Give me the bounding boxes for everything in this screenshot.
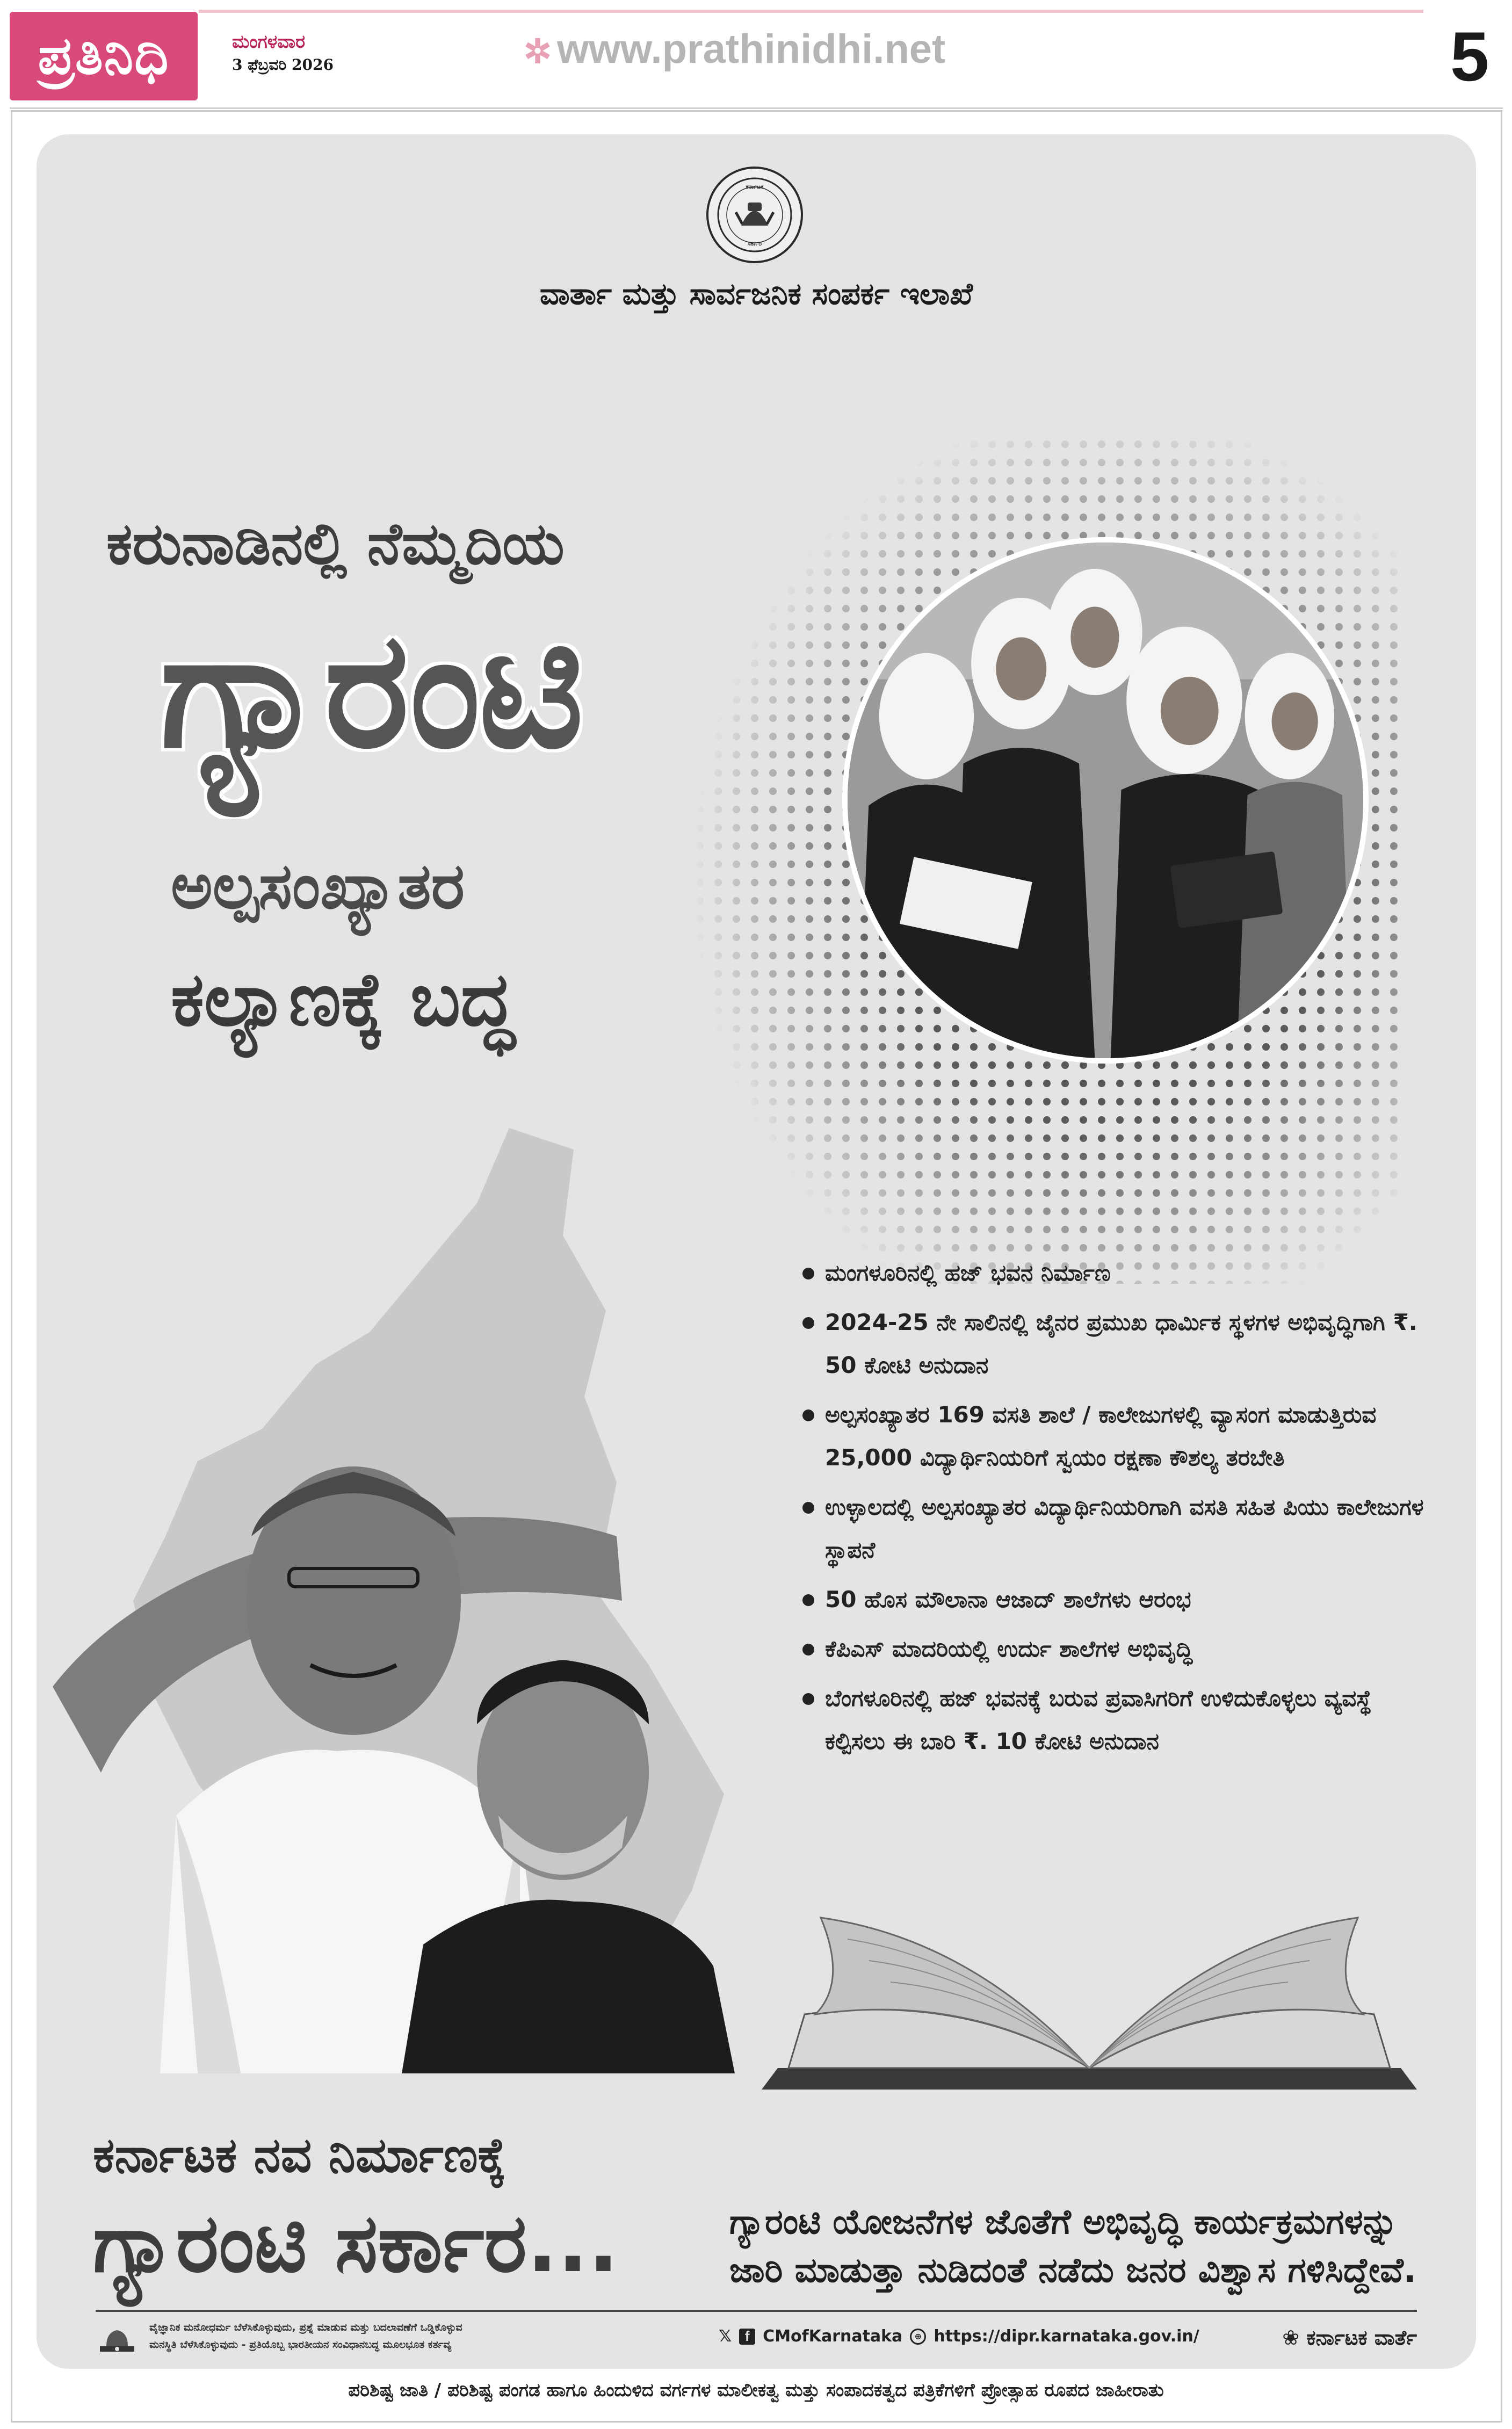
ad-footer (96, 2320, 1417, 2363)
ashoka-emblem-icon (96, 2325, 139, 2355)
newspaper-header (0, 0, 1512, 107)
sparkle-icon: ✲ (524, 33, 552, 70)
fundamental-duty-note-line-1: ವೈಜ್ಞಾನಿಕ ಮನೋಧರ್ಮ ಬೆಳೆಸಿಕೊಳ್ಳುವುದು, ಪ್ರಶ್ನೆ ಮಾಡುವ ಮತ್ತು ಬದಲಾವಣೆಗೆ ಒಡ್ಡಿಕೊಳ್ಳುವ (149, 2322, 462, 2333)
headline-line-1: ಕರುನಾಡಿನಲ್ಲಿ ನೆಮ್ಮದಿಯ (106, 510, 565, 577)
headline-line-4: ಕಲ್ಯಾಣಕ್ಕೆ ಬದ್ಧ (171, 956, 515, 1043)
header-rule (199, 10, 1423, 13)
karnataka-emblem-icon (706, 167, 803, 263)
advertisement (37, 134, 1476, 2369)
open-book-icon (740, 1907, 1438, 2100)
headline-guarantee: ಗ್ಯಾರಂಟಿ (160, 596, 582, 784)
footer-rule (96, 2310, 1417, 2312)
slogan-line-1: ಕರ್ನಾಟಕ ನವ ನಿರ್ಮಾಣಕ್ಕೆ (93, 2127, 507, 2184)
globe-icon: ⊕ (910, 2329, 926, 2345)
page-number: 5 (1450, 17, 1489, 96)
achievements-list (799, 1252, 1433, 1769)
x-logo-icon[interactable]: 𝕏 (719, 2327, 732, 2346)
emblem-graphic (714, 175, 795, 255)
list-item: 2024-25 ನೇ ಸಾಲಿನಲ್ಲಿ ಜೈನರ ಪ್ರಮುಖ ಧಾರ್ಮಿಕ ಸ್ಥಳಗಳ ಅಭಿವೃದ್ಧಿಗಾಗಿ ₹. 50 ಕೋಟಿ ಅನುದಾನ (799, 1301, 1433, 1387)
list-item: ಅಲ್ಪಸಂಖ್ಯಾತರ 169 ವಸತಿ ಶಾಲೆ / ಕಾಲೇಜುಗಳಲ್ಲಿ ವ್ಯಾಸಂಗ ಮಾಡುತ್ತಿರುವ 25,000 ವಿದ್ಯಾರ್ಥಿನಿಯರಿಗೆ ಸ್ವಯಂ ರಕ್ಷಣಾ ಕೌಶಲ್ಯ ತರಬೇತಿ (799, 1393, 1433, 1479)
header-divider (10, 107, 1503, 109)
website-link[interactable] (524, 26, 945, 73)
social-handle[interactable]: CMofKarnataka (763, 2327, 903, 2346)
dipr-url[interactable]: https://dipr.karnataka.gov.in/ (934, 2327, 1199, 2346)
tagline-line-2: ಜಾರಿ ಮಾಡುತ್ತಾ ನುಡಿದಂತೆ ನಡೆದು ಜನರ ವಿಶ್ವಾಸ ಗಳಿಸಿದ್ದೇವೆ. (729, 2251, 1417, 2290)
issue-date: 3 ಫೆಬ್ರವರಿ 2026 (232, 56, 334, 74)
emblem-bottom-text: ಸರ್ಕಾರ (747, 240, 762, 247)
department-name: ವಾರ್ತಾ ಮತ್ತು ಸಾರ್ವಜನಿಕ ಸಂಪರ್ಕ ಇಲಾಖೆ (539, 277, 973, 312)
flower-emblem-icon: ❀ (1282, 2326, 1300, 2350)
social-links (719, 2327, 1199, 2346)
karnataka-varthe-brand (1282, 2326, 1417, 2350)
website-text: www.prathinidhi.net (556, 26, 946, 72)
emblem-top-text: ಕರ್ನಾಟಕ (746, 183, 764, 190)
headline-line-3: ಅಲ್ಪಸಂಖ್ಯಾತರ (171, 849, 465, 923)
slogan-line-2: ಗ್ಯಾರಂಟಿ ಸರ್ಕಾರ... (93, 2197, 619, 2290)
list-item: ಕೆಪಿಎಸ್ ಮಾದರಿಯಲ್ಲಿ ಉರ್ದು ಶಾಲೆಗಳ ಅಭಿವೃದ್ಧಿ (799, 1628, 1433, 1671)
issue-day: ಮಂಗಳವಾರ (232, 31, 306, 53)
brand-text: ಕರ್ನಾಟಕ ವಾರ್ತೆ (1306, 2326, 1417, 2350)
karnataka-map-with-leaders (37, 1128, 788, 2073)
ad-disclaimer: ಪರಿಶಿಷ್ಟ ಜಾತಿ / ಪರಿಶಿಷ್ಟ ಪಂಗಡ ಹಾಗೂ ಹಿಂದುಳಿದ ವರ್ಗಗಳ ಮಾಲೀಕತ್ವ ಮತ್ತು ಸಂಪಾದಕತ್ವದ ಪತ್ರಿಕೆಗಳಿಗೆ ಪ್ರೋತ್ಸಾಹ ರೂಪದ ಜಾಹೀರಾತು (348, 2380, 1164, 2401)
facebook-icon[interactable]: f (739, 2329, 755, 2345)
list-item: ಮಂಗಳೂರಿನಲ್ಲಿ ಹಜ್ ಭವನ ನಿರ್ಮಾಣ (799, 1252, 1433, 1295)
masthead-logo: ಪ್ರತಿನಿಧಿ (10, 12, 198, 100)
students-photo (842, 537, 1369, 1064)
list-item: ಬೆಂಗಳೂರಿನಲ್ಲಿ ಹಜ್ ಭವನಕ್ಕೆ ಬರುವ ಪ್ರವಾಸಿಗರಿಗೆ ಉಳಿದುಕೊಳ್ಳಲು ವ್ಯವಸ್ಥೆ ಕಲ್ಪಿಸಲು ಈ ಬಾರಿ ₹. 10 ಕೋಟಿ ಅನುದಾನ (799, 1677, 1433, 1763)
tagline-line-1: ಗ್ಯಾರಂಟಿ ಯೋಜನೆಗಳ ಜೊತೆಗೆ ಅಭಿವೃದ್ಧಿ ಕಾರ್ಯಕ್ರಮಗಳನ್ನು (729, 2202, 1398, 2242)
list-item: 50 ಹೊಸ ಮೌಲಾನಾ ಆಜಾದ್ ಶಾಲೆಗಳು ಆರಂಭ (799, 1578, 1433, 1621)
students-illustration (848, 543, 1363, 1058)
fundamental-duty-note-line-2: ಮನಸ್ಥಿತಿ ಬೆಳೆಸಿಕೊಳ್ಳುವುದು - ಪ್ರತಿಯೊಬ್ಬ ಭಾರತೀಯನ ಸಂವಿಧಾನಬದ್ಧ ಮೂಲಭೂತ ಕರ್ತವ್ಯ (149, 2339, 452, 2351)
list-item: ಉಳ್ಳಾಲದಲ್ಲಿ ಅಲ್ಪಸಂಖ್ಯಾತರ ವಿದ್ಯಾರ್ಥಿನಿಯರಿಗಾಗಿ ವಸತಿ ಸಹಿತ ಪಿಯು ಕಾಲೇಜುಗಳ ಸ್ಥಾಪನೆ (799, 1486, 1433, 1572)
